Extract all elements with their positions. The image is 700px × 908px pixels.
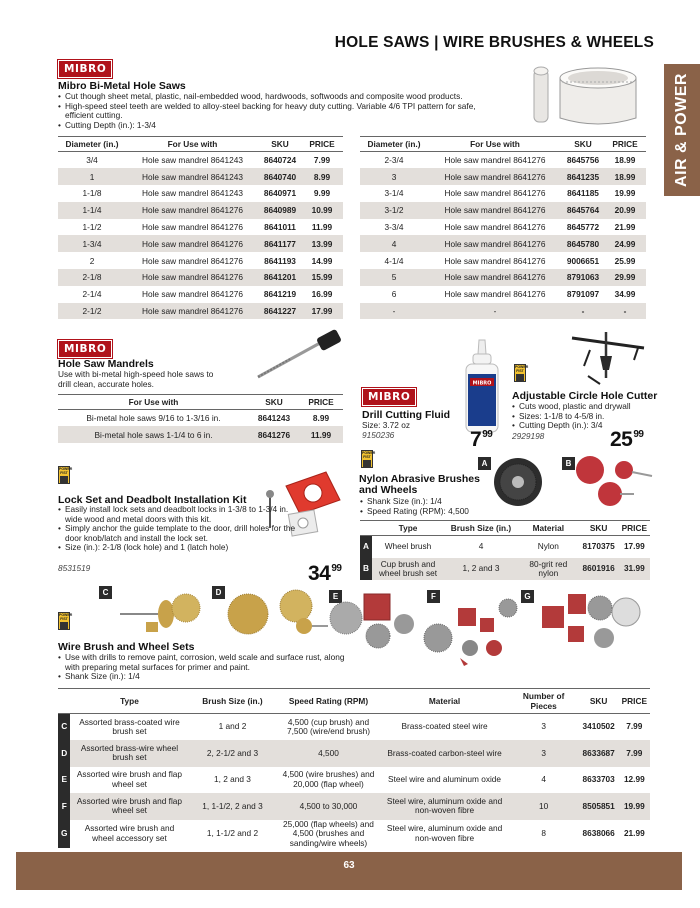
col-header: Diameter (in.) [360,137,428,152]
table-cell: 3/4 [86,155,98,166]
table-row [360,202,646,219]
power-fist-logo [58,466,73,484]
table-cell: 3-1/2 [360,202,428,219]
product-letter-c: C [99,586,112,599]
price-cents: 99 [633,429,644,440]
section-tab [664,64,700,196]
table-cell: 8791063 [562,269,604,286]
table-cell: 11.99 [311,222,333,233]
table-cell: - [428,303,562,320]
table-cell: 8601916 [579,558,619,580]
table-cell: Brass-coated carbon-steel wire [380,740,508,767]
table-cell: 1-1/2 [82,222,102,233]
power-fist-label: POWER FIST [59,613,73,621]
col-header: For Use with [58,395,249,410]
hole-saws-table-right [360,136,646,319]
power-fist-label: POWER FIST [59,467,73,475]
col-header: Number of Pieces [509,689,579,714]
table-row [360,219,646,236]
fluid-size: Size: 3.72 oz [362,420,410,430]
table-row [58,767,650,794]
wire-brush-g-image [538,586,650,656]
table-cell: Hole saw mandrel 8641276 [428,202,562,219]
col-header: PRICE [299,395,343,410]
table-cell: 6 [391,289,397,300]
table-cell: 17.99 [301,303,343,320]
table-row [58,286,343,303]
col-header-letter [58,689,70,714]
table-cell: Assorted wire brush and wheel accessory set [84,823,175,843]
power-fist-label: POWER FIST [362,451,376,459]
wire-bullets [58,653,358,682]
table-cell: 4 [360,235,428,252]
bullet: • Shank Size (in.): 1/4 [360,497,500,507]
table-cell: Hole saw mandrel 8641276 [141,255,243,266]
table-row [360,252,646,269]
table-cell: Hole saw mandrel 8641276 [444,255,546,266]
table-cell: 8.99 [312,413,330,424]
table-cell: 8645780 [562,235,604,252]
power-fist-logo [514,364,529,382]
table-cell: 9.99 [313,188,331,199]
table-cell: 8641219 [263,289,297,300]
table-cell: 8641193 [264,255,296,266]
col-header: Material [380,689,508,714]
table-row [58,426,343,443]
table-cell: Hole saw mandrel 8641276 [126,303,259,320]
col-header: PRICE [301,137,343,152]
table-cell: Assorted wire brush and flap wheel set [76,769,183,789]
table-cell: Wheel brush [384,541,432,552]
table-cell: Assorted wire brush and flap wheel set [70,793,188,820]
mandrels-table [58,394,343,443]
table-cell: Cup brush and wheel brush set [372,558,444,580]
table-cell: 8638066 [582,828,615,838]
col-header: For Use with [428,137,562,152]
table-cell: 8641011 [264,222,296,233]
table-cell: 21.99 [623,828,645,838]
fluid-title: Drill Cutting Fluid [362,409,451,421]
wire-brush-e-image [326,588,422,650]
table-cell: Hole saw mandrel 8641276 [428,235,562,252]
table-cell: 18.99 [614,155,636,166]
table-cell: 20.99 [604,202,646,219]
table-cell: Hole saw mandrel 8641276 [444,289,546,300]
table-cell: Hole saw mandrel 8641276 [141,289,243,300]
table-cell: 12.99 [623,774,645,784]
table-cell: Bi-metal hole saws 9/16 to 1-3/16 in. [86,413,221,424]
bullet: • Shank Size (in.): 1/4 [58,672,358,682]
table-cell: 11.99 [299,426,343,443]
table-cell: 18.99 [604,168,646,185]
table-cell: Hole saw mandrel 8641243 [141,155,243,166]
col-header: SKU [579,521,619,536]
wire-brush-d-image [224,584,332,636]
table-cell: 8640724 [263,155,297,166]
hole-saws-title: Mibro Bi-Metal Hole Saws [58,80,186,92]
price-dollars: 25 [610,428,633,451]
table-cell: 7.99 [626,721,643,732]
table-cell: 8641177 [259,235,301,252]
fluid-sku: 9150236 [362,430,395,440]
table-row [58,820,650,849]
table-cell: 2, 2-1/2 and 3 [188,740,276,767]
wire-table [58,688,650,848]
table-row [58,168,343,185]
lockset-price [308,562,341,586]
wire-title: Wire Brush and Wheel Sets [58,641,195,653]
page-number: 63 [343,860,355,871]
table-cell: Assorted brass-wire wheel brush set [70,740,188,767]
circle-cutter-bullets [512,402,652,431]
table-cell: Hole saw mandrel 8641243 [126,168,259,185]
table-cell: 2-1/2 [58,303,126,320]
table-cell: 3 [360,168,428,185]
table-cell: 8641227 [259,303,301,320]
table-cell: - [562,303,604,320]
table-cell: Nylon [537,541,559,552]
cutting-fluid-bottle [460,338,504,434]
table-cell: 15.99 [301,269,343,286]
circle-cutter-price [610,428,643,452]
bullet: • Cut though sheet metal, plastic, nail-embedded wood, hardwoods, softwoods and composite wood products. [58,92,503,102]
table-cell: Hole saw mandrel 8641276 [126,235,259,252]
table-cell: 1 [58,168,126,185]
table-cell: 8641201 [259,269,301,286]
product-letter-g: G [521,590,534,603]
table-cell: 2-1/4 [82,289,102,300]
table-row [58,793,650,820]
table-cell: 34.99 [614,289,636,300]
row-letter: C [58,714,70,741]
bullet: • Use with drills to remove paint, corrosion, weld scale and surface rust, along with preparing metal surfaces for primer and paint. [58,653,358,672]
table-row [58,714,650,741]
mandrel-image [250,325,350,385]
mandrels-title: Hole Saw Mandrels [58,358,154,370]
table-cell: 3410502 [582,721,615,732]
table-cell: 8645756 [566,155,600,166]
table-row [58,235,343,252]
col-header: Diameter (in.) [58,137,126,152]
bullet: • Cutting Depth (in.): 3/4 [512,421,652,431]
table-row [58,152,343,169]
table-cell: Hole saw mandrel 8641276 [141,222,243,233]
product-letter-d: D [212,586,225,599]
table-cell: 14.99 [311,255,333,266]
bullet: • Size (in.): 2-1/8 (lock hole) and 1 (latch hole) [58,543,298,553]
lockset-title: Lock Set and Deadbolt Installation Kit [58,494,247,506]
power-fist-logo [361,450,376,468]
col-header-letter [360,521,372,536]
table-cell: 31.99 [619,558,650,580]
table-cell: 8640740 [259,168,301,185]
table-cell: Hole saw mandrel 8641276 [444,155,546,166]
bottle-label: MIBRO [472,380,492,387]
table-row [58,185,343,202]
table-cell: 4-1/4 [384,255,404,266]
fluid-price [470,428,492,452]
table-cell: 16.99 [311,289,333,300]
table-cell: 4,500 (cup brush) and 7,500 (wire/end brush) [286,716,370,736]
table-row [360,185,646,202]
product-letter-f: F [427,590,440,603]
table-row [360,152,646,169]
table-cell: 1-3/4 [58,235,126,252]
table-cell: Hole saw mandrel 8641243 [141,188,243,199]
table-cell: Hole saw mandrel 8641276 [428,168,562,185]
table-cell: 8170375 [582,541,615,552]
table-row [360,303,646,320]
table-row [360,168,646,185]
table-row [58,219,343,236]
nylon-title: Nylon Abrasive Brushes and Wheels [359,473,480,496]
table-cell: 17.99 [623,541,645,552]
row-letter: G [58,820,70,849]
circle-cutter-image [560,326,650,386]
table-cell: 8505851 [579,793,619,820]
table-cell: 29.99 [604,269,646,286]
lockset-bullets [58,505,298,553]
section-tab-label: AIR & POWER [673,73,690,187]
bullet: • Speed Rating (RPM): 4,500 [360,507,500,517]
circle-cutter-title: Adjustable Circle Hole Cutter [512,390,658,402]
table-cell: 3 [509,740,579,767]
hole-saw-large [560,68,636,124]
table-cell: 1, 2 and 3 [444,558,518,580]
table-cell: 3-1/4 [384,188,404,199]
table-cell: 1 and 2 [218,721,247,732]
mibro-logo: MIBRO [58,340,112,358]
table-row [360,235,646,252]
col-header: Brush Size (in.) [188,689,276,714]
hole-saw-image [528,62,646,132]
circle-cutter-sku: 2929198 [512,431,545,441]
table-cell: 8 [541,828,546,838]
table-cell: 9006651 [566,255,600,266]
wire-brush-f-image [420,588,524,668]
table-cell: 8633687 [579,740,619,767]
table-row [58,410,343,427]
table-cell: 8640989 [259,202,301,219]
table-cell: 8645764 [562,202,604,219]
table-row [58,303,343,320]
table-cell: 8641276 [249,426,299,443]
wire-brush-c-image [100,586,204,636]
col-header: Material [518,521,579,536]
col-header: SKU [259,137,301,152]
table-cell: 4 [478,541,484,552]
table-cell: 8640971 [263,188,297,199]
table-cell: 4,500 to 30,000 [276,793,380,820]
power-fist-label: POWER FIST [515,365,529,373]
table-cell: 8645772 [566,222,600,233]
table-cell: Hole saw mandrel 8641276 [444,222,546,233]
col-header: SKU [562,137,604,152]
table-cell: 19.99 [619,793,650,820]
table-cell: 19.99 [614,188,636,199]
power-fist-logo [58,612,73,630]
mandrels-desc: Use with bi-metal high-speed hole saws to drill clean, accurate holes. [58,369,214,389]
table-cell: 3-3/4 [384,222,404,233]
mibro-logo: MIBRO [362,388,416,406]
table-cell: 4,500 [276,740,380,767]
bullet: • Sizes: 1-1/8 to 4-5/8 in. [512,412,652,422]
table-cell: 1, 1-1/2 and 2 [206,828,259,838]
table-cell: 3 [541,721,546,732]
nylon-table [360,520,650,580]
table-cell: Hole saw mandrel 8641276 [428,269,562,286]
row-letter: E [58,767,70,794]
col-header: SKU [579,689,619,714]
table-cell: 2-1/8 [58,269,126,286]
table-cell: Bi-metal hole saws 1-1/4 to 6 in. [58,426,249,443]
table-cell: 7.99 [619,740,650,767]
table-row [58,202,343,219]
table-row [58,252,343,269]
table-row [58,740,650,767]
table-cell: 24.99 [604,235,646,252]
col-header: PRICE [619,689,650,714]
table-cell: 10 [509,793,579,820]
price-cents: 99 [482,429,493,440]
table-cell: 1, 2 and 3 [214,774,251,784]
table-row [360,286,646,303]
table-cell: 7.99 [313,155,331,166]
row-letter: F [58,793,70,820]
bullet: • High-speed steel teeth are welded to alloy-steel backing for heavy duty cutting. Variable 4/6 TPI pattern for safe, efficient cutting. [58,102,503,121]
bullet: • Cutting Depth (in.): 1-3/4 [58,121,503,131]
table-cell: 8633703 [582,774,615,784]
table-row [360,558,650,580]
col-header: PRICE [604,137,646,152]
table-cell: 8641243 [257,413,291,424]
row-letter: A [360,536,372,558]
price-dollars: 7 [470,428,482,451]
table-row [360,269,646,286]
table-cell: Steel wire, aluminum oxide and non-woven fibre [386,823,503,843]
table-cell: 80-grit red nylon [518,558,579,580]
table-row [360,536,650,558]
footer-bar [16,852,682,890]
table-cell: 4 [541,774,546,784]
col-header: Type [372,521,444,536]
bullet: • Easily install lock sets and deadbolt locks in 1-3/8 to 1-3/4 in. wide wood and metal doors with this kit. [58,505,298,524]
col-header: Type [70,689,188,714]
table-cell: - [604,303,646,320]
hole-saws-bullets [58,92,503,130]
lockset-sku: 8531519 [58,563,91,573]
table-cell: Brass-coated steel wire [401,721,488,732]
bullet: • Simply anchor the guide template to the door, drill holes for the door knob/latch and install the lock set. [58,524,298,543]
price-dollars: 34 [308,562,331,585]
col-header: PRICE [619,521,650,536]
table-cell: Hole saw mandrel 8641276 [126,202,259,219]
bullet: • Cuts wood, plastic and drywall [512,402,652,412]
product-letter-e: E [329,590,342,603]
table-cell: 25.99 [614,255,636,266]
nylon-cup-brush-set-image [574,454,656,510]
table-cell: 4,500 (wire brushes) and 20,000 (flap wheel) [282,769,375,789]
col-header: Brush Size (in.) [444,521,518,536]
col-header: SKU [249,395,299,410]
product-letter-a: A [478,457,491,470]
table-cell: 2 [89,255,95,266]
table-cell: 5 [360,269,428,286]
table-cell: 25,000 (flap wheels) and 4,500 (brushes and sanding/wire wheels) [283,818,374,848]
col-header: Speed Rating (RPM) [276,689,380,714]
table-cell: - [360,303,428,320]
table-cell: 21.99 [614,222,636,233]
page-title: HOLE SAWS | WIRE BRUSHES & WHEELS [334,34,654,51]
hole-saw-small [534,67,548,122]
hole-saws-table-left [58,136,343,319]
row-letter: D [58,740,70,767]
table-cell: Hole saw mandrel 8641276 [444,188,546,199]
table-row [58,269,343,286]
table-cell: Steel wire, aluminum oxide and non-woven fibre [380,793,508,820]
nylon-bullets [360,497,500,516]
table-cell: Hole saw mandrel 8641276 [126,269,259,286]
row-letter: B [360,558,372,580]
product-letter-b: B [562,457,575,470]
table-cell: 8641185 [567,188,599,199]
table-cell: 1, 1-1/2, 2 and 3 [188,793,276,820]
table-cell: 8791097 [566,289,600,300]
table-cell: Assorted brass-coated wire brush set [79,716,180,736]
table-cell: 13.99 [301,235,343,252]
table-cell: 10.99 [301,202,343,219]
table-cell: 8.99 [301,168,343,185]
col-header: For Use with [126,137,259,152]
mibro-logo: MIBRO [58,60,112,78]
price-cents: 99 [331,563,342,574]
table-cell: 1-1/4 [58,202,126,219]
table-cell: Steel wire and aluminum oxide [388,774,502,784]
table-cell: 8641235 [562,168,604,185]
table-cell: 1-1/8 [82,188,102,199]
table-cell: 2-3/4 [384,155,404,166]
